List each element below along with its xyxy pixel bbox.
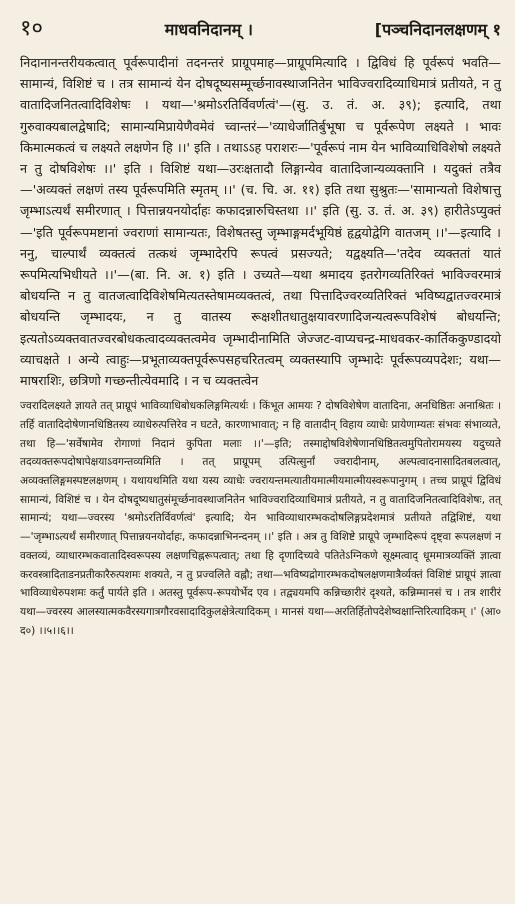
page-header — [20, 12, 501, 46]
gloss-text: ज्वरादिलक्ष्यते ज्ञायते तत् प्राग्रूपं भाविव्याधिबोधकलिङ्गमित्यर्थः । किंभूत आमयः ? दोषविशेषेण वातादिना, अनधिष्ठितः अनाश्रितः । तर्हि वातादिदोषेणानधिष्ठितस्य व्याधेरुत्पत्तिरेव न घटते, कारणाभावात्; न हि वातादीन् विहाय व्याधेः प्रायेणाम्यतः संभवः संभाव्यते, तथा हि—'सर्वेषामेव रोगाणां निदानं कुपिता मलाः ।।'—इति; तस्माद्दोषविशेषेणानधिष्ठितत्वमुपितोरामयस्य यदुच्यते तदव्यक्तरूपदोषापेक्षयाऽवगन्तव्यमिति । तत् प्राग्रूपम् उत्पित्सुर्नां ज्वरादीनाम्, अल्पत्वादनासादितबलत्वात्, अव्यक्तलिङ्गमस्पष्टलक्षणम् । यथायथमिति यथा यस्य व्याधेः ज्वरायन्तमत्यातीयमात्मीयमात्मीयस्वरूपानुगम् । तच्च प्राग्रूपं द्विविधं सामान्यं, विशिष्टं च । येन दोषदूष्यधातुसंमूर्च्छनावस्थाजनितेन भाविज्वरादिव्याधिमात्रं प्रतीयते, न तु वातादिजनितत्वादिविशेषः, तत् सामान्यं; यथा—ज्वरस्य 'श्रमोऽरतिर्विवर्णत्वं' इत्यादि; येन भाविव्याधारम्भकदोषलिङ्गप्रदेशमात्रं प्रतीयते तद्विशिष्टं, यथा—'जृम्भाऽत्यर्थं समीरणात् पित्तान्नयनयोर्दाहः, कफादन्नाभिनन्दनम् ।।' इति । अत्र तु विशिष्टे प्राग्रूपे जृम्भादिरूपं दृष्ट्वा रूपलक्षणं न वक्तव्यं, व्याधारम्भकवातादिस्वरूपस्य लक्षणचिह्नरूपत्वात्; तथा हि दृणादिच्यवे पतितेऽग्निकणे सूक्ष्मत्वाद् धूममात्रव्यक्तिं ज्ञात्वा करवस्त्रादिताडनप्रतीकारैरुत्पशमः शक्यते, न तु प्रज्वलिते वह्नौ; तथा—भविष्यद्रोगारम्भकदोषलक्षणमात्रैर्व्यक्तं विशिष्टं प्राग्रूपं ज्ञात्वा भाविव्याधेरुपशमः कर्तुं पार्यते इति । अतस्तु पूर्वरूप-रूपयोर्भेद एव । तद्व्ययमपि कन्निच्छारीरं दृश्यते, कन्निम्मानसं च । तत्र शारीरं यथा—ज्वरस्य आलस्यात्मकवैरस्यगात्रगौरवसादादिकुलक्षेत्रेत्यादिकम् । मानसं यथा—अरतिर्हितोपदेशेष्वक्षान्तिरित्यादिकम् ।' (आ० द०) ।।५।।६।। — [20, 400, 501, 637]
commentary-text: निदानानन्तरीयकत्वात् पूर्वरूपादीनां तदनन्तरं प्राग्रूपमाह—प्राग्रूपमित्यादि । द्विविधं हि पूर्वरूपं भवति—सामान्यं, विशिष्टं च । तत्र सामान्यं येन दोषदूष्यसम्मूर्च्छनावस्थाजनितेन भाविज्वरादिव्याधिमात्रं प्रतीयते, न तु वातादिजनितत्वादिविशेषः । यथा—'श्रमोऽरतिर्विवर्णत्वं'—(सु. उ. तं. अ. ३९); इत्यादि, तथा गुरुवाक्यबालद्वेषादि; सामान्यमिप्रायेणैवमेवं च्वान्तरं—'व्याधेर्जातिर्बुभूषा च पूर्वरूपेण लक्ष्यते । भावः किमात्मकत्वं च लक्ष्यते लक्षणेन हि ।।' इति । तथाऽऽह पराशरः—'पूर्वरूपं नाम येन भाविव्याधिविशेषो लक्ष्यते न तु दोषविशेषः ।।' इति । विशिष्टं यथा—उरःक्षतादौ लिङ्गान्येव वातादिजान्यव्यक्तानि । यदुक्तं तत्रैव—'अव्यक्तं लक्षणं तस्य पूर्वरूपमिति स्मृतम् ।।' (च. चि. अ. ११) इति तथा सुश्रुतः—'सामान्यतो विशेषात्तु जृम्भाऽत्यर्थं समीरणात् । पित्तान्नयनयोर्दाहः कफादन्नारुचिस्तथा ।।' इति (सु. उ. तं. अ. ३९) हारीतेऽप्युक्तं—'इति पूर्वरूपमष्टानां ज्वराणां सामान्यतः, विशेषतस्तु जृम्भाङ्गमर्दभूयिष्ठं हृद्वयोद्वेगि वातजम् ।।'—इत्यादि । ननु, चाल्पार्थं व्यक्तत्वं तत्कथं जृम्भादेरपि रूपत्वं प्रसज्यते; यद्वक्ष्यति—'तदेव व्यक्ततां यातं रूपमित्यभिधीयते ।।'—(बा. नि. अ. १) इति । उच्यते—यथा श्रमादय इतरोगव्यतिरिक्तं भाविज्वरमात्रं बोधयन्ति न तु वातजत्वादिविशेषमित्यतस्तेषामव्यक्तत्वं, तथा पित्तादिज्वरव्यतिरिक्तं भविष्यद्वातज्वरमात्रं बोधयन्ति जृम्भादयः, न तु वातस्य रूक्षशीतधातुक्षयावरणादिजन्यत्वरूपविशेषं बोधयन्ति; इत्यतोऽव्यक्तवातज्वरबोधकत्वादव्यक्तत्वमेव जृम्भादीनामिति जेज्जट-वाप्यचन्द्र-माधवकर-कार्तिककुण्डादयो व्याचक्षते । अन्ये त्वाहुः—प्रभूताव्यक्तपूर्वरूपसहचरितत्वम् व्यक्तस्यापि जृम्भादेः पूर्वरूपव्यपदेशः; यथा—माषराशिः, छत्रिणो गच्छन्तीत्येवमादि । न च व्यक्तत्वेन — [20, 55, 501, 389]
section-title: [पञ्चनिदानलक्षणम् १ — [374, 20, 501, 39]
running-title: माधवनिदानम् । — [164, 20, 253, 39]
page-number: १० — [20, 16, 43, 41]
